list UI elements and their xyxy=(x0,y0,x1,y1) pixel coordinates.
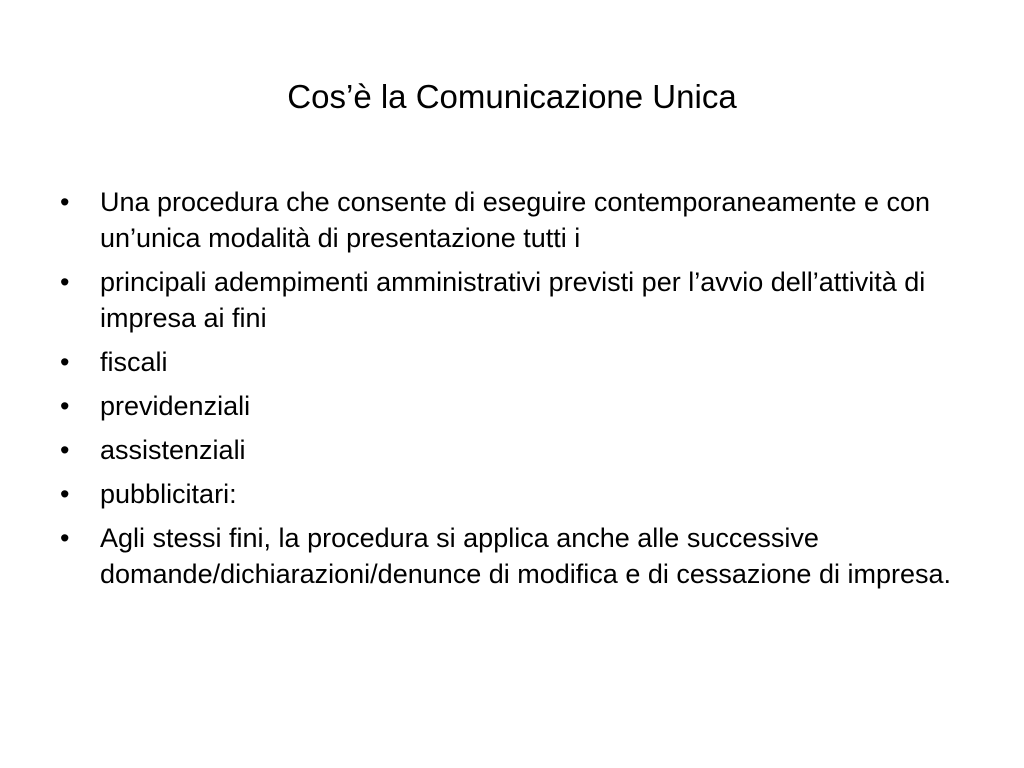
bullet-marker: • xyxy=(60,479,70,509)
slide-title: Cos’è la Comunicazione Unica xyxy=(287,78,737,115)
bullet-marker: • xyxy=(60,435,70,465)
bullet-text: principali adempimenti amministrativi previsti per l’avvio dell’attività di impresa ai fini xyxy=(100,267,926,333)
bullet-item-2 xyxy=(60,264,975,336)
bullet-text: assistenziali xyxy=(100,435,246,465)
bullet-item-6 xyxy=(60,476,975,512)
bullet-text: pubblicitari: xyxy=(100,479,237,509)
bullet-text: Una procedura che consente di eseguire contemporaneamente e con un’unica modalità di presentazione tutti i xyxy=(100,187,931,253)
bullet-text: Agli stessi fini, la procedura si applica anche alle successive domande/dichiarazioni/denunce di modifica e di cessazione di impresa. xyxy=(100,523,951,589)
bullet-marker: • xyxy=(60,523,70,553)
bullet-marker: • xyxy=(60,391,70,421)
bullet-item-3 xyxy=(60,344,975,380)
bullet-item-5 xyxy=(60,432,975,468)
bullet-text: previdenziali xyxy=(100,391,251,421)
bullet-marker: • xyxy=(60,267,70,297)
bullet-item-1 xyxy=(60,184,975,256)
bullet-item-4 xyxy=(60,388,975,424)
bullet-list xyxy=(60,184,975,600)
bullet-item-7 xyxy=(60,520,975,592)
bullet-text: fiscali xyxy=(100,347,168,377)
bullet-marker: • xyxy=(60,187,70,217)
bullet-marker: • xyxy=(60,347,70,377)
